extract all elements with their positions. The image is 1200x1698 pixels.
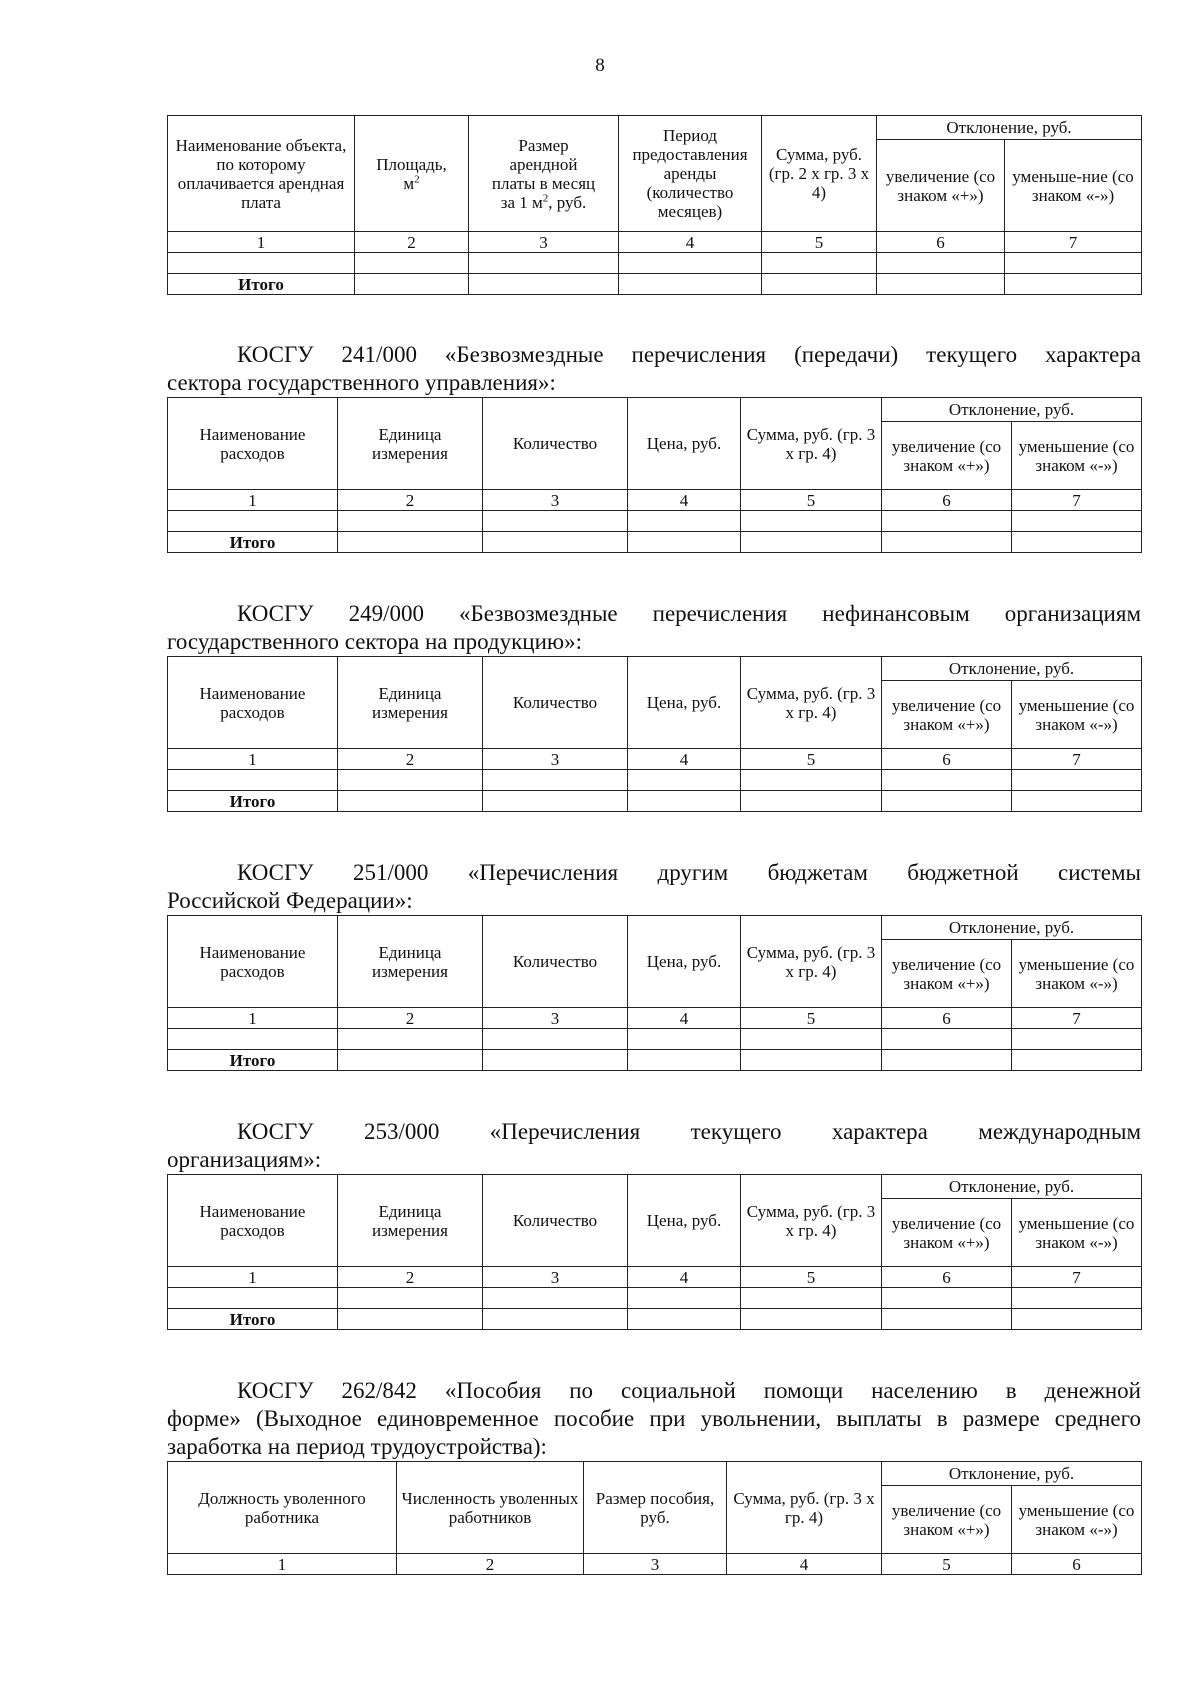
col-num: 1 bbox=[168, 490, 338, 511]
col-num: 5 bbox=[741, 1267, 882, 1288]
header-unit: Единица измерения bbox=[338, 916, 483, 1008]
header-deviation: Отклонение, руб. bbox=[882, 657, 1142, 681]
col-num: 2 bbox=[338, 1008, 483, 1029]
page-number: 8 bbox=[595, 55, 605, 76]
col-num: 7 bbox=[1012, 490, 1142, 511]
heading-line-rest: сектора государственного управления»: bbox=[167, 370, 556, 395]
header-expense-name: Наименование расходов bbox=[168, 916, 338, 1008]
col-num: 5 bbox=[741, 490, 882, 511]
section-heading bbox=[167, 1377, 1141, 1461]
header-price: Цена, руб. bbox=[628, 398, 741, 490]
col-num: 7 bbox=[1012, 749, 1142, 770]
heading-line-rest: организациям»: bbox=[167, 1147, 322, 1172]
header-decrease: уменьшение (со знаком «-») bbox=[1012, 1199, 1142, 1267]
col-num: 1 bbox=[168, 1554, 397, 1575]
header-quantity: Количество bbox=[483, 916, 628, 1008]
header-price: Цена, руб. bbox=[628, 1175, 741, 1267]
rent-table-block bbox=[167, 115, 1141, 295]
col-num: 1 bbox=[168, 1008, 338, 1029]
header-allowance: Размер пособия, руб. bbox=[584, 1462, 727, 1554]
total-label: Итого bbox=[168, 1309, 338, 1330]
section-heading bbox=[167, 341, 1141, 397]
header-expense-name: Наименование расходов bbox=[168, 398, 338, 490]
header-decrease: уменьшение (со знаком «-») bbox=[1012, 940, 1142, 1008]
section-249 bbox=[167, 600, 1141, 812]
header-price: Цена, руб. bbox=[628, 916, 741, 1008]
header-quantity: Количество bbox=[483, 398, 628, 490]
column-numbers-row bbox=[168, 749, 1142, 770]
col-num: 5 bbox=[762, 232, 877, 253]
col-num: 4 bbox=[628, 1267, 741, 1288]
col-num: 4 bbox=[727, 1554, 882, 1575]
kosgu-241-table bbox=[167, 397, 1142, 553]
header-increase: увеличение (со знаком «+») bbox=[882, 681, 1012, 749]
total-row bbox=[168, 1309, 1142, 1330]
col-num: 3 bbox=[483, 749, 628, 770]
header-increase: увеличение (со знаком «+») bbox=[877, 140, 1005, 232]
col-num: 6 bbox=[877, 232, 1005, 253]
section-262 bbox=[167, 1377, 1141, 1575]
header-expense-name: Наименование расходов bbox=[168, 657, 338, 749]
col-num: 6 bbox=[882, 490, 1012, 511]
col-num: 7 bbox=[1005, 232, 1142, 253]
col-num: 5 bbox=[882, 1554, 1012, 1575]
col-num: 3 bbox=[483, 490, 628, 511]
header-decrease: уменьшение (со знаком «-») bbox=[1012, 1486, 1142, 1554]
heading-line-first: КОСГУ 253/000 «Перечисления текущего характера международным bbox=[237, 1119, 1141, 1144]
col-num: 5 bbox=[741, 749, 882, 770]
heading-line-rest: Российской Федерации»: bbox=[167, 888, 413, 913]
col-num: 3 bbox=[483, 1008, 628, 1029]
header-increase: увеличение (со знаком «+») bbox=[882, 1199, 1012, 1267]
empty-row bbox=[168, 1288, 1142, 1309]
empty-row bbox=[168, 511, 1142, 532]
section-241 bbox=[167, 341, 1141, 553]
header-unit: Единица измерения bbox=[338, 1175, 483, 1267]
col-num: 3 bbox=[483, 1267, 628, 1288]
col-num: 1 bbox=[168, 1267, 338, 1288]
header-price: Цена, руб. bbox=[628, 657, 741, 749]
total-row bbox=[168, 1050, 1142, 1071]
header-unit: Единица измерения bbox=[338, 657, 483, 749]
column-numbers-row bbox=[168, 1267, 1142, 1288]
col-num: 4 bbox=[628, 490, 741, 511]
col-num: 7 bbox=[1012, 1267, 1142, 1288]
header-expense-name: Наименование расходов bbox=[168, 1175, 338, 1267]
header-sum: Сумма, руб. (гр. 3 x гр. 4) bbox=[741, 916, 882, 1008]
column-numbers-row bbox=[168, 232, 1142, 253]
col-num: 4 bbox=[628, 749, 741, 770]
col-num: 1 bbox=[168, 749, 338, 770]
header-rent-period: Период предоставления аренды (количество месяцев) bbox=[619, 116, 762, 232]
header-increase: увеличение (со знаком «+») bbox=[882, 422, 1012, 490]
heading-line-first: КОСГУ 262/842 «Пособия по социальной помощи населению в денежной bbox=[237, 1378, 1141, 1403]
header-sum: Сумма, руб. (гр. 2 x гр. 3 x 4) bbox=[762, 116, 877, 232]
total-label: Итого bbox=[168, 791, 338, 812]
section-heading bbox=[167, 600, 1141, 656]
header-headcount: Численность уволенных работников bbox=[397, 1462, 584, 1554]
kosgu-262-table bbox=[167, 1461, 1142, 1575]
total-row bbox=[168, 791, 1142, 812]
kosgu-251-table bbox=[167, 915, 1142, 1071]
section-251 bbox=[167, 859, 1141, 1071]
header-decrease: уменьшение (со знаком «-») bbox=[1012, 681, 1142, 749]
col-num: 2 bbox=[338, 490, 483, 511]
column-numbers-row bbox=[168, 490, 1142, 511]
header-rent-rate: Размер арендной платы в месяц за 1 $м^2$, руб. bbox=[469, 116, 619, 232]
header-sum: Сумма, руб. (гр. 3 x гр. 4) bbox=[741, 1175, 882, 1267]
col-num: 4 bbox=[619, 232, 762, 253]
col-num: 6 bbox=[882, 1267, 1012, 1288]
col-num: 4 bbox=[628, 1008, 741, 1029]
heading-line-first: КОСГУ 251/000 «Перечисления другим бюджетам бюджетной системы bbox=[237, 860, 1141, 885]
header-decrease: уменьшение (со знаком «-») bbox=[1012, 422, 1142, 490]
column-numbers-row bbox=[168, 1554, 1142, 1575]
heading-line-rest: государственного сектора на продукцию»: bbox=[167, 629, 582, 654]
header-deviation: Отклонение, руб. bbox=[882, 398, 1142, 422]
header-deviation: Отклонение, руб. bbox=[882, 1462, 1142, 1486]
col-num: 2 bbox=[338, 1267, 483, 1288]
empty-row bbox=[168, 770, 1142, 791]
section-heading bbox=[167, 1118, 1141, 1174]
header-object-name: Наименование объекта, по которому оплачивается арендная плата bbox=[168, 116, 355, 232]
header-sum: Сумма, руб. (гр. 3 x гр. 4) bbox=[741, 398, 882, 490]
total-row bbox=[168, 274, 1142, 295]
heading-line-first: КОСГУ 241/000 «Безвозмездные перечисления (передачи) текущего характера bbox=[237, 342, 1141, 367]
header-increase: увеличение (со знаком «+») bbox=[882, 1486, 1012, 1554]
section-heading bbox=[167, 859, 1141, 915]
col-num: 6 bbox=[882, 749, 1012, 770]
heading-line-rest: форме» (Выходное единовременное пособие при увольнении, выплаты в размере среднего заработка на период трудоустройства): bbox=[167, 1406, 1141, 1459]
empty-row bbox=[168, 1029, 1142, 1050]
col-num: 6 bbox=[882, 1008, 1012, 1029]
kosgu-249-table bbox=[167, 656, 1142, 812]
total-label: Итого bbox=[168, 532, 338, 553]
header-deviation: Отклонение, руб. bbox=[882, 916, 1142, 940]
col-num: 2 bbox=[355, 232, 469, 253]
total-label: Итого bbox=[168, 1050, 338, 1071]
header-position: Должность уволенного работника bbox=[168, 1462, 397, 1554]
header-deviation: Отклонение, руб. bbox=[877, 116, 1142, 140]
col-num: 3 bbox=[469, 232, 619, 253]
empty-row bbox=[168, 253, 1142, 274]
total-label: Итого bbox=[168, 274, 355, 295]
col-num: 7 bbox=[1012, 1008, 1142, 1029]
header-decrease: уменьше-ние (со знаком «-») bbox=[1005, 140, 1142, 232]
header-sum: Сумма, руб. (гр. 3 x гр. 4) bbox=[741, 657, 882, 749]
col-num: 5 bbox=[741, 1008, 882, 1029]
col-num: 1 bbox=[168, 232, 355, 253]
col-num: 2 bbox=[338, 749, 483, 770]
section-253 bbox=[167, 1118, 1141, 1330]
header-increase: увеличение (со знаком «+») bbox=[882, 940, 1012, 1008]
total-row bbox=[168, 532, 1142, 553]
column-numbers-row bbox=[168, 1008, 1142, 1029]
header-deviation: Отклонение, руб. bbox=[882, 1175, 1142, 1199]
rent-table bbox=[167, 115, 1142, 295]
header-quantity: Количество bbox=[483, 657, 628, 749]
header-unit: Единица измерения bbox=[338, 398, 483, 490]
col-num: 2 bbox=[397, 1554, 584, 1575]
header-quantity: Количество bbox=[483, 1175, 628, 1267]
heading-line-first: КОСГУ 249/000 «Безвозмездные перечисления нефинансовым организациям bbox=[237, 601, 1141, 626]
col-num: 6 bbox=[1012, 1554, 1142, 1575]
col-num: 3 bbox=[584, 1554, 727, 1575]
header-sum: Сумма, руб. (гр. 3 x гр. 4) bbox=[727, 1462, 882, 1554]
header-area: Площадь, $м^2$ bbox=[355, 116, 469, 232]
kosgu-253-table bbox=[167, 1174, 1142, 1330]
